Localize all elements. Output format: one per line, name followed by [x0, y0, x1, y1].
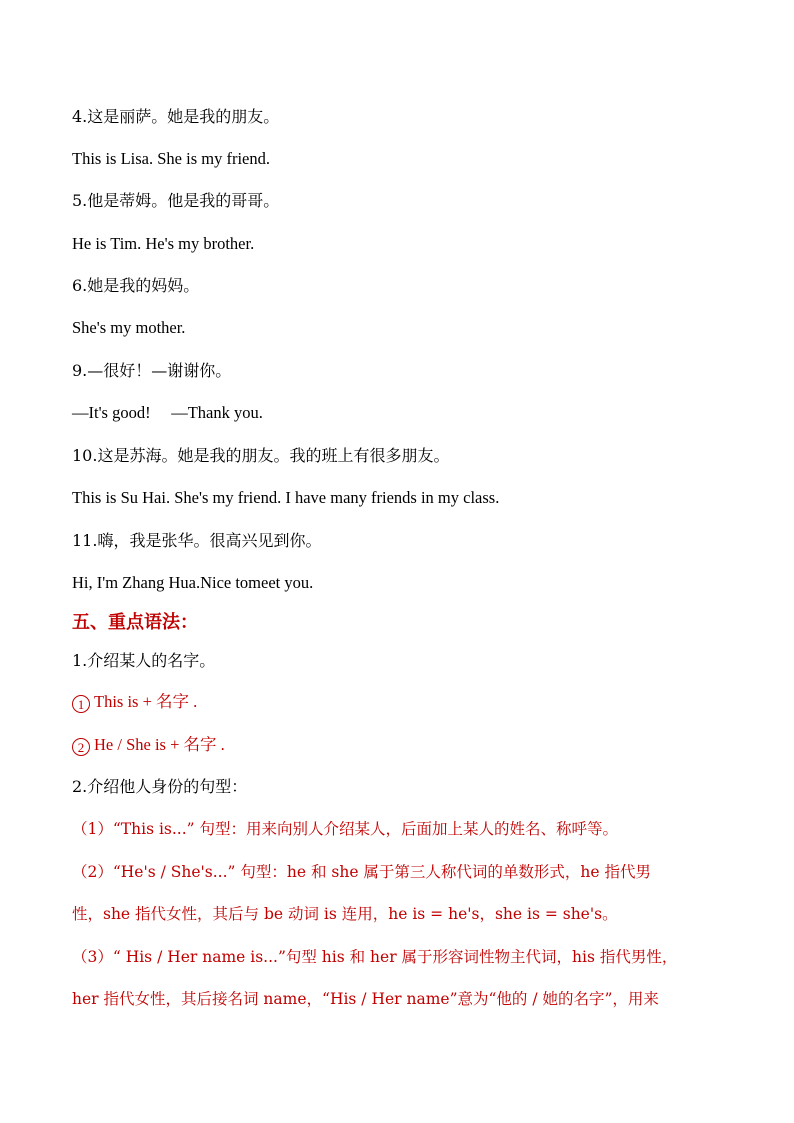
- sentence-5-english: He is Tim. He's my brother.: [72, 234, 255, 253]
- sentence-11-chinese: 11.嗨，我是张华。很高兴见到你。: [72, 531, 322, 550]
- grammar-item-1b: [72, 735, 225, 756]
- grammar-item-1-title: 1.介绍某人的名字。: [72, 651, 216, 670]
- sentence-11-english: Hi, I'm Zhang Hua.Nice tomeet you.: [72, 573, 314, 592]
- sentence-6-english: She's my mother.: [72, 318, 186, 337]
- sentence-6-chinese: 6.她是我的妈妈。: [72, 276, 200, 295]
- circled-number-1: 1: [72, 695, 90, 713]
- sentence-9-english: —It's good! —Thank you.: [72, 403, 263, 422]
- sentence-10-chinese: 10.这是苏海。她是我的朋友。我的班上有很多朋友。: [72, 446, 450, 465]
- grammar-paragraph-3-line-1: （3）“ His / Her name is...”句型 his 和 her 属于形容词性物主代词，his 指代男性，: [72, 948, 678, 966]
- grammar-paragraph-3-line-2: her 指代女性，其后接名词 name，“His / Her name”意为“他的 / 她的名字”，用来: [72, 990, 659, 1008]
- sentence-4-english: This is Lisa. She is my friend.: [72, 149, 270, 168]
- grammar-item-2-title: 2.介绍他人身份的句型：: [72, 777, 248, 796]
- grammar-heading: 五、重点语法：: [72, 612, 198, 633]
- circled-number-2: 2: [72, 738, 90, 756]
- grammar-item-1a: [72, 692, 197, 713]
- sentence-4-chinese: 4.这是丽萨。她是我的朋友。: [72, 107, 280, 126]
- grammar-paragraph-1: （1）“This is...” 句型：用来向别人介绍某人，后面加上某人的姓名、称呼等。: [72, 820, 618, 838]
- grammar-item-1b-text: He / She is + 名字 .: [94, 735, 225, 754]
- grammar-paragraph-2-line-1: （2）“He's / She's...” 句型：he 和 she 属于第三人称代词的单数形式，he 指代男: [72, 863, 652, 881]
- sentence-10-english: This is Su Hai. She's my friend. I have many friends in my class.: [72, 488, 500, 507]
- grammar-item-1a-text: This is + 名字 .: [94, 692, 198, 711]
- sentence-5-chinese: 5.他是蒂姆。他是我的哥哥。: [72, 191, 280, 210]
- grammar-paragraph-2-line-2: 性，she 指代女性，其后与 be 动词 is 连用，he is = he's，she is = she's。: [72, 905, 618, 923]
- sentence-9-chinese: 9.—很好！—谢谢你。: [72, 361, 232, 380]
